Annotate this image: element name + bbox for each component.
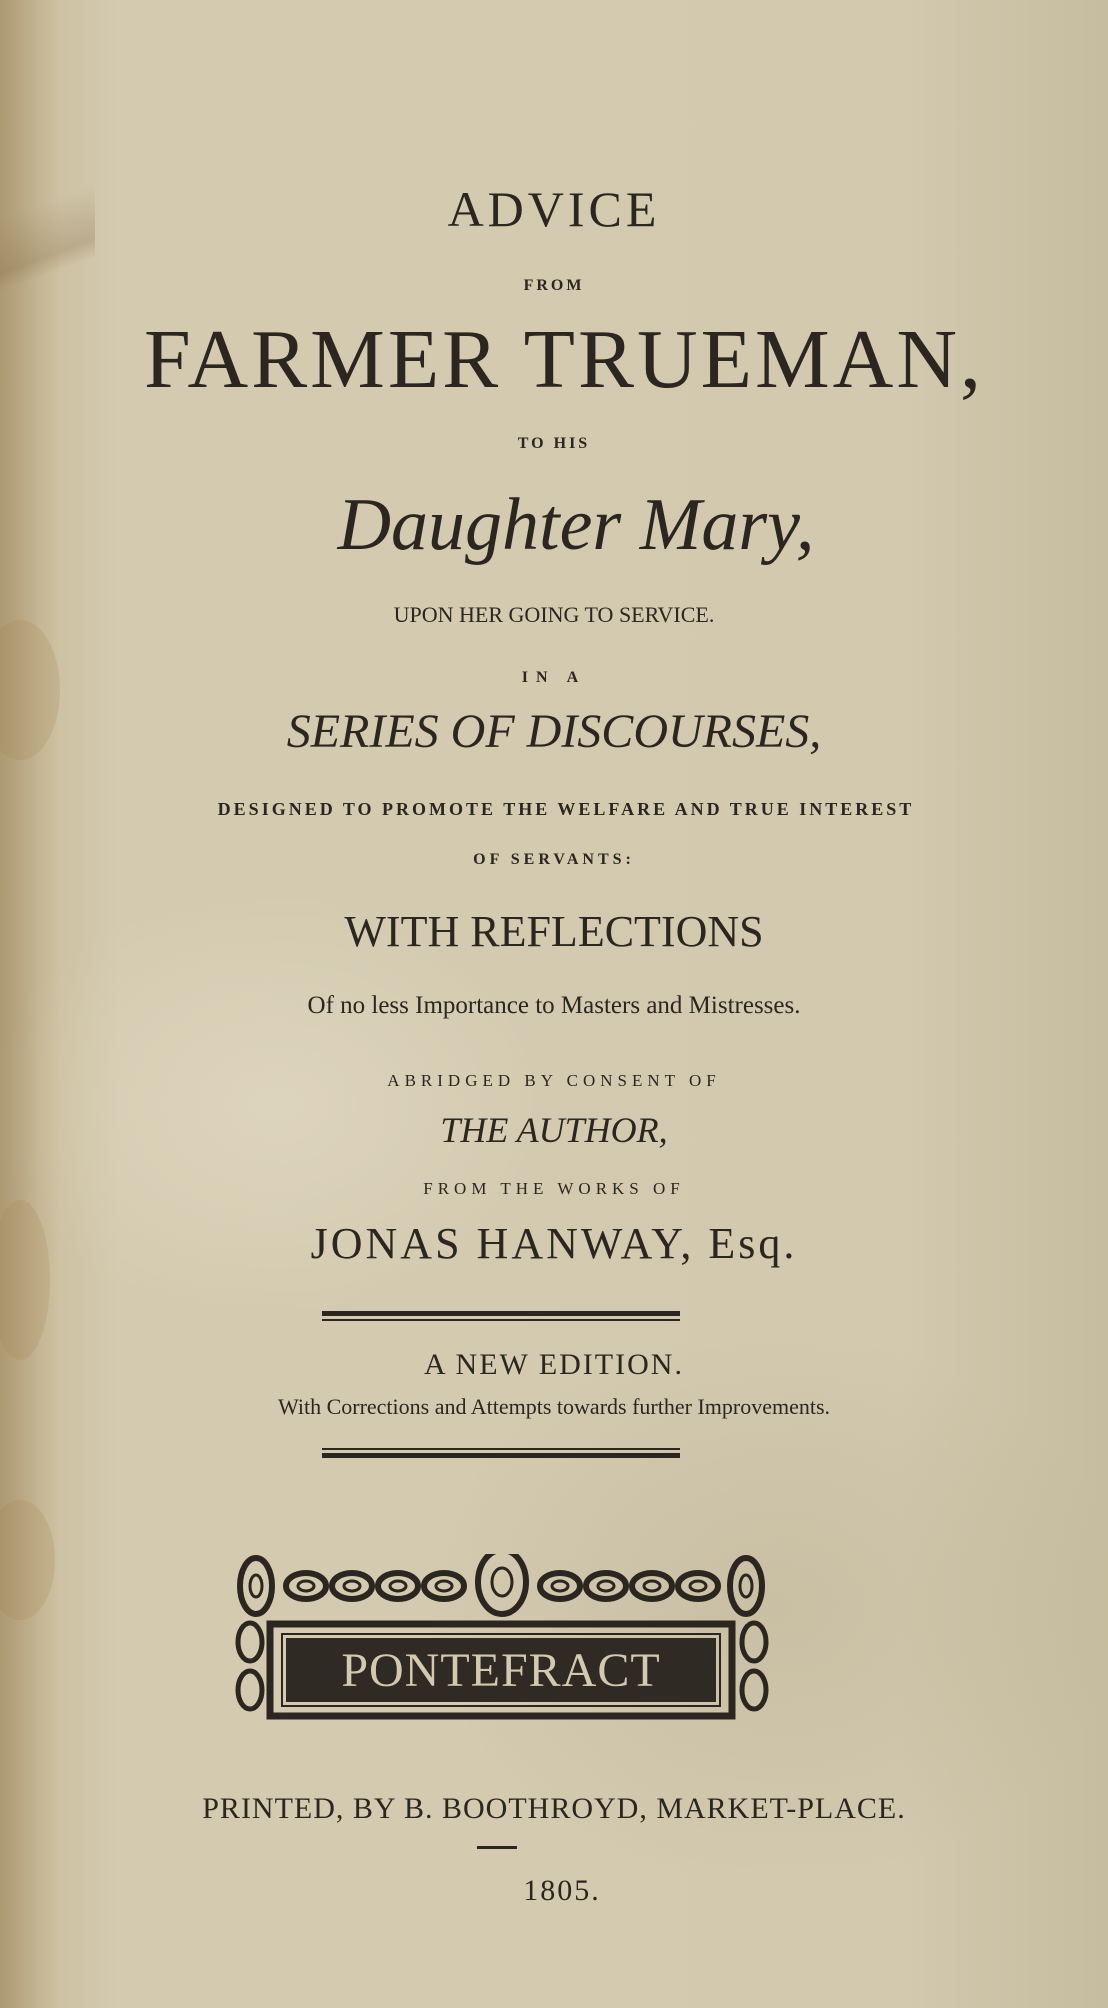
ornament-place-name: PONTEFRACT — [341, 1644, 661, 1697]
title-from: FROM — [523, 277, 585, 294]
abridged-line: ABRIDGED BY CONSENT OF — [387, 1071, 721, 1090]
reflections-heading: WITH REFLECTIONS — [344, 907, 764, 956]
the-author: THE AUTHOR, — [440, 1110, 668, 1150]
ornament-border — [232, 1554, 772, 1724]
double-rule-bottom — [322, 1448, 680, 1458]
publication-year: 1805. — [523, 1874, 601, 1907]
series-discourses: SERIES OF DISCOURSES, — [286, 705, 822, 758]
title-farmer-trueman: FARMER TRUEMAN, — [143, 313, 984, 406]
printer-ornament — [232, 1554, 772, 1724]
title-to-his: TO HIS — [517, 435, 591, 452]
reflections-subtitle: Of no less Importance to Masters and Mistresses. — [307, 992, 801, 1019]
double-rule-top — [322, 1311, 680, 1321]
designed-line-2: OF SERVANTS: — [473, 851, 635, 868]
title-going-to-service: UPON HER GOING TO SERVICE. — [393, 602, 715, 627]
author-name: JONAS HANWAY, Esq. — [310, 1219, 798, 1268]
ornament-row-top — [240, 1554, 762, 1614]
edition-corrections: With Corrections and Attempts towards further Improvements. — [277, 1394, 831, 1419]
series-in-a: IN A — [521, 669, 587, 686]
title-daughter-mary: Daughter Mary, — [337, 484, 815, 566]
printer-line: PRINTED, BY B. BOOTHROYD, MARKET-PLACE. — [202, 1792, 906, 1825]
title-advice: ADVICE — [447, 181, 661, 237]
designed-line-1: DESIGNED TO PROMOTE THE WELFARE AND TRUE INTEREST — [217, 799, 915, 819]
from-works-line: FROM THE WORKS OF — [423, 1179, 685, 1198]
short-rule — [477, 1846, 517, 1849]
edition-heading: A NEW EDITION. — [424, 1348, 684, 1381]
